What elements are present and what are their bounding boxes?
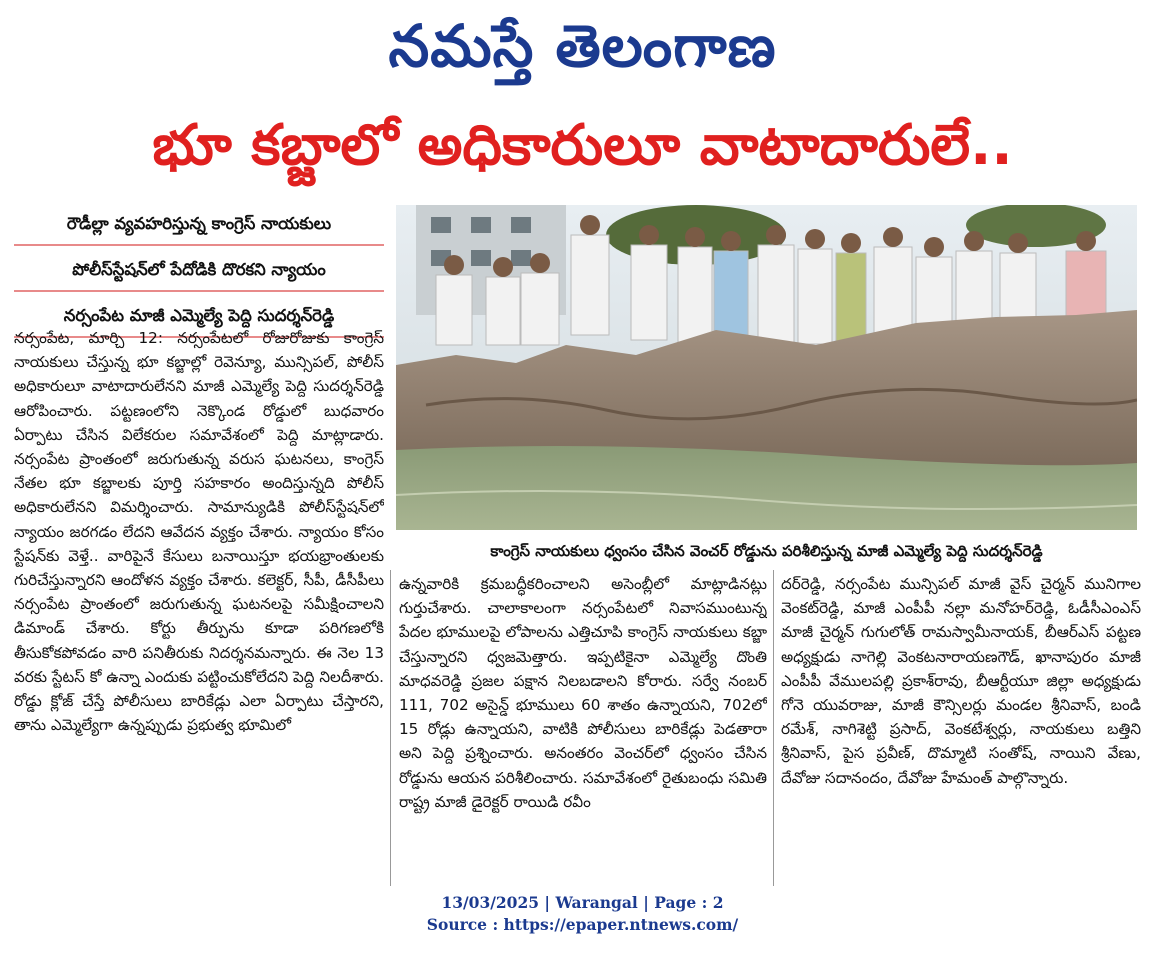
subheadings — [14, 206, 384, 344]
column-divider — [773, 570, 774, 886]
page-footer — [0, 892, 1165, 936]
subheading-2: పోలీస్‌స్టేషన్‌లో పేదోడికి దొరకని న్యాయం — [14, 252, 384, 292]
photo-caption: కాంగ్రెస్ నాయకులు ధ్వంసం చేసిన వెంచర్ రోడ్డును పరిశీలిస్తున్న మాజీ ఎమ్మెల్యే పెద్ది సుదర్శన్‌రెడ్డి — [490, 542, 1043, 560]
column-divider — [390, 570, 391, 886]
source-link[interactable]: Source : https://epaper.ntnews.com/ — [426, 915, 739, 934]
article-headline: భూ కబ్జాలో అధికారులూ వాటాదారులే.. — [152, 113, 1013, 178]
subheading-1: రౌడీల్లా వ్యవహరిస్తున్న కాంగ్రెస్ నాయకులు — [14, 206, 384, 246]
newspaper-masthead: నమస్తే తెలంగాణ — [388, 12, 777, 80]
article-column-1: నర్సంపేట, మార్చి 12: నర్సంపేటలో రోజురోజుకు కాంగ్రెస్ నాయకులు చేస్తున్న భూ కబ్జాల్లో రెవెన్యూ, మున్సిపల్, పోలీస్ అధికారులూ వాటాదారులేనని మాజీ ఎమ్మెల్యే పెద్ది సుదర్శన్‌రెడ్డి ఆరోపించారు. పట్టణంలోని నెక్కొండ రోడ్డులో బుధవారం ఏర్పాటు చేసిన విలేకరుల సమావేశంలో పెద్ది మాట్లాడారు. నర్సంపేట ప్రాంతంలో జరుగుతున్న వరుస ఘటనలు, కాంగ్రెస్ నేతల భూ కబ్జాలకు పూర్తి సహకారం అందిస్తున్నది పోలీస్ అధికారులేనని విమర్శించారు. సామాన్యుడికి పోలీస్‌స్టేషన్‌లో న్యాయం జరగడం లేదని ఆవేదన వ్యక్తం చేశారు. న్యాయం కోసం స్టేషన్‌కు వెళ్తే.. వారిపైనే కేసులు బనాయిస్తూ భయభ్రాంతులకు గురిచేస్తున్నారని ఆందోళన వ్యక్తం చేశారు. కలెక్టర్, సీపీ, డీసీపీలు నర్సంపేట ప్రాంతంలో జరుగుతున్న ఘటనలపై సమీక్షించాలని డిమాండ్ చేశారు. కోర్టు తీర్పును కూడా పరిగణలోకి తీసుకోకపోవడం వారి పనితీరుకు నిదర్శనమన్నారు. ఈ నెల 13 వరకు స్టేటస్ కో ఉన్నా ఎందుకు పట్టించుకోలేదని పెద్ది నిలదీశారు. రోడ్డు క్లోజ్ చేస్తే పోలీసులు బారికేడ్లు ఎలా ఏర్పాటు చేస్తారని, తాను ఎమ్మెల్యేగా ఉన్నప్పుడు ప్రభుత్వ భూమిలో — [14, 329, 384, 735]
subheading-3: నర్సంపేట మాజీ ఎమ్మెల్యే పెద్ది సుదర్శన్‌రెడ్డి — [14, 298, 384, 338]
news-photo — [396, 205, 1137, 530]
article-column-3: దర్‌రెడ్డి, నర్సంపేట మున్సిపల్ మాజీ వైస్ చైర్మన్ మునిగాల వెంకట్‌రెడ్డి, మాజీ ఎంపీపీ నల్లా మనోహర్‌రెడ్డి, ఓడీసీఎంఎస్ మాజీ చైర్మన్ గుగులోత్ రామస్వామీనాయక్, బీఆర్‌ఎస్ పట్టణ అధ్యక్షుడు నాగెల్లి వెంకటనారాయణగౌడ్, ఖానాపురం మాజీ ఎంపీపీ వేములపల్లి ప్రకాశ్‌రావు, బీఆర్టీయూ జిల్లా అధ్యక్షుడు గోనె యువరాజు, మాజీ కౌన్సిలర్లు మండల శ్రీనివాస్, బండి రమేశ్, నాగిశెట్టి ప్రసాద్, వెంకటేశ్వర్లు, నాయకులు బత్తిని శ్రీనివాస్, పైస ప్రవీణ్, దొమ్మాటి సంతోష్, నాయిని వేణు, దేవోజు సదానందం, దేవోజు హేమంత్ పాల్గొన్నారు. — [781, 575, 1141, 787]
article-column-2: ఉన్నవారికి క్రమబద్ధీకరించాలని అసెంబ్లీలో మాట్లాడినట్లు గుర్తుచేశారు. చాలాకాలంగా నర్సంపేటలో నివాసముంటున్న పేదల భూములపై లోపాలను ఎత్తిచూపి కాంగ్రెస్ నాయకులు కబ్జా చేస్తున్నారని ధ్వజమెత్తారు. ఇప్పటికైనా ఎమ్మెల్యే దొంతి మాధవరెడ్డి ప్రజల పక్షాన నిలబడాలని కోరారు. సర్వే నంబర్ 111, 702 అసైన్డ్ భూములు 60 శాతం ఉన్నాయని, 702లో 15 రోడ్లు ఉన్నాయని, వాటికి పోలీసులు బారికేడ్లు పెడతారా అని పెద్ది ప్రశ్నించారు. అనంతరం వెంచర్‌లో ధ్వంసం చేసిన రోడ్డును ఆయన పరిశీలించారు. సమావేశంలో రైతుబంధు సమితి రాష్ట్ర మాజీ డైరెక్టర్ రాయిడి రవీం — [399, 575, 767, 811]
edition-info: 13/03/2025 | Warangal | Page : 2 — [441, 893, 724, 912]
